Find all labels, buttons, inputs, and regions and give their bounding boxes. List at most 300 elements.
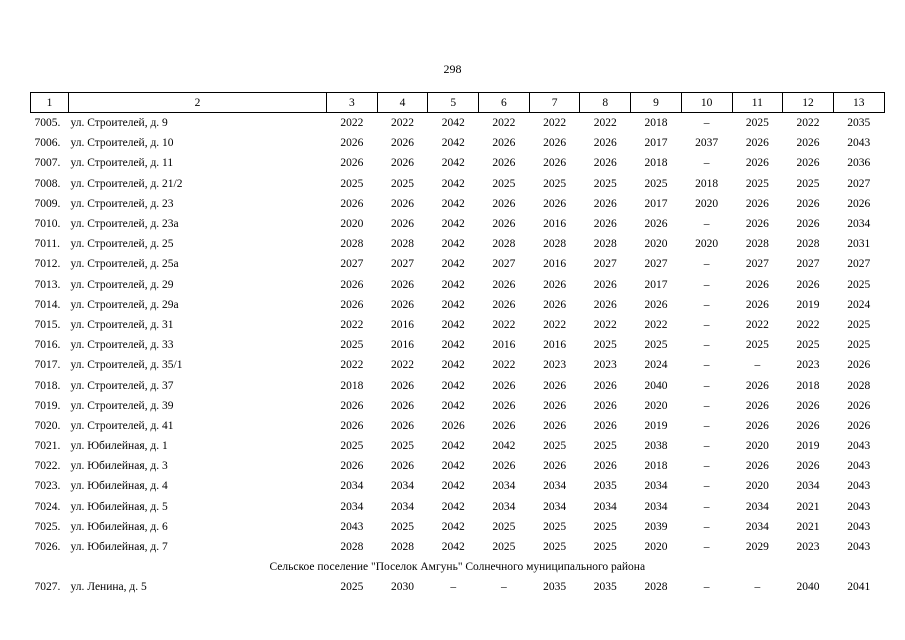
year-cell-col-9: 2040 bbox=[644, 379, 668, 392]
row-number: 7006. bbox=[34, 137, 61, 150]
year-cell-col-10: – bbox=[703, 520, 710, 533]
year-cell-col-9: 2026 bbox=[644, 298, 668, 311]
table-row bbox=[31, 537, 885, 557]
year-cell-col-12: 2022 bbox=[796, 117, 820, 130]
address-cell: ул. Строителей, д. 39 bbox=[70, 399, 174, 412]
year-cell-col-7: 2026 bbox=[543, 157, 567, 170]
year-cell-col-7: 2022 bbox=[543, 318, 567, 331]
year-cell-col-5: 2042 bbox=[441, 399, 465, 412]
year-cell-col-4: 2022 bbox=[391, 117, 415, 130]
year-cell-col-3: 2025 bbox=[340, 581, 364, 594]
table-row bbox=[31, 456, 885, 476]
year-cell-col-10: – bbox=[703, 500, 710, 513]
row-number: 7007. bbox=[34, 157, 61, 170]
year-cell-col-8: 2026 bbox=[593, 379, 617, 392]
year-cell-col-13: 2026 bbox=[847, 419, 871, 432]
year-cell-col-8: 2025 bbox=[593, 541, 617, 554]
data-table bbox=[30, 92, 885, 598]
column-header-11: 11 bbox=[732, 93, 783, 113]
year-cell-col-7: 2026 bbox=[543, 137, 567, 150]
year-cell-col-12: 2026 bbox=[796, 419, 820, 432]
year-cell-col-9: 2022 bbox=[644, 318, 668, 331]
address-cell: ул. Юбилейная, д. 1 bbox=[70, 440, 168, 453]
year-cell-col-6: 2026 bbox=[492, 218, 516, 231]
year-cell-col-3: 2018 bbox=[340, 379, 364, 392]
year-cell-col-8: 2028 bbox=[593, 238, 617, 251]
year-cell-col-3: 2026 bbox=[340, 419, 364, 432]
year-cell-col-10: – bbox=[703, 399, 710, 412]
year-cell-col-4: 2026 bbox=[391, 379, 415, 392]
year-cell-col-12: 2027 bbox=[796, 258, 820, 271]
row-number: 7024. bbox=[34, 500, 61, 513]
year-cell-col-5: 2042 bbox=[441, 460, 465, 473]
year-cell-col-4: 2028 bbox=[391, 541, 415, 554]
year-cell-col-8: 2035 bbox=[593, 581, 617, 594]
year-cell-col-13: 2025 bbox=[847, 339, 871, 352]
year-cell-col-11: 2026 bbox=[745, 137, 769, 150]
year-cell-col-4: 2034 bbox=[391, 480, 415, 493]
year-cell-col-3: 2026 bbox=[340, 137, 364, 150]
year-cell-col-4: 2026 bbox=[391, 218, 415, 231]
column-header-3: 3 bbox=[327, 93, 378, 113]
year-cell-col-12: 2026 bbox=[796, 218, 820, 231]
year-cell-col-4: 2026 bbox=[391, 197, 415, 210]
year-cell-col-9: 2018 bbox=[644, 460, 668, 473]
year-cell-col-8: 2022 bbox=[593, 117, 617, 130]
table-row bbox=[31, 113, 885, 134]
year-cell-col-10: – bbox=[703, 440, 710, 453]
year-cell-col-7: 2025 bbox=[543, 177, 567, 190]
year-cell-col-9: 2018 bbox=[644, 117, 668, 130]
year-cell-col-5: 2042 bbox=[441, 258, 465, 271]
year-cell-col-11: 2029 bbox=[745, 541, 769, 554]
year-cell-col-8: 2026 bbox=[593, 157, 617, 170]
year-cell-col-8: 2026 bbox=[593, 278, 617, 291]
column-header-1: 1 bbox=[31, 93, 69, 113]
year-cell-col-12: 2023 bbox=[796, 359, 820, 372]
year-cell-col-7: 2016 bbox=[543, 218, 567, 231]
year-cell-col-3: 2026 bbox=[340, 460, 364, 473]
year-cell-col-8: 2025 bbox=[593, 339, 617, 352]
year-cell-col-7: 2035 bbox=[543, 581, 567, 594]
address-cell: ул. Юбилейная, д. 6 bbox=[70, 520, 168, 533]
year-cell-col-13: 2025 bbox=[847, 278, 871, 291]
address-cell: ул. Строителей, д. 25а bbox=[70, 258, 179, 271]
year-cell-col-12: 2040 bbox=[796, 581, 820, 594]
year-cell-col-4: 2016 bbox=[391, 339, 415, 352]
year-cell-col-12: 2023 bbox=[796, 541, 820, 554]
year-cell-col-7: 2022 bbox=[543, 117, 567, 130]
column-header-10: 10 bbox=[681, 93, 732, 113]
year-cell-col-6: 2016 bbox=[492, 339, 516, 352]
year-cell-col-12: 2021 bbox=[796, 520, 820, 533]
year-cell-col-5: 2042 bbox=[441, 137, 465, 150]
year-cell-col-5: 2042 bbox=[441, 318, 465, 331]
year-cell-col-12: 2028 bbox=[796, 238, 820, 251]
address-cell: ул. Строителей, д. 10 bbox=[70, 137, 174, 150]
year-cell-col-12: 2019 bbox=[796, 298, 820, 311]
year-cell-col-10: – bbox=[703, 157, 710, 170]
year-cell-col-4: 2026 bbox=[391, 278, 415, 291]
year-cell-col-3: 2034 bbox=[340, 500, 364, 513]
year-cell-col-13: 2027 bbox=[847, 258, 871, 271]
year-cell-col-11: 2026 bbox=[745, 460, 769, 473]
year-cell-col-13: 2043 bbox=[847, 500, 871, 513]
year-cell-col-12: 2021 bbox=[796, 500, 820, 513]
year-cell-col-8: 2035 bbox=[593, 480, 617, 493]
year-cell-col-7: 2026 bbox=[543, 197, 567, 210]
year-cell-col-8: 2023 bbox=[593, 359, 617, 372]
year-cell-col-8: 2026 bbox=[593, 197, 617, 210]
year-cell-col-7: 2026 bbox=[543, 278, 567, 291]
year-cell-col-10: – bbox=[703, 480, 710, 493]
year-cell-col-13: 2027 bbox=[847, 177, 871, 190]
year-cell-col-11: 2026 bbox=[745, 379, 769, 392]
row-number: 7018. bbox=[34, 379, 61, 392]
year-cell-col-9: 2018 bbox=[644, 157, 668, 170]
year-cell-col-12: 2018 bbox=[796, 379, 820, 392]
year-cell-col-9: 2038 bbox=[644, 440, 668, 453]
year-cell-col-4: 2028 bbox=[391, 238, 415, 251]
address-cell: ул. Юбилейная, д. 5 bbox=[70, 500, 168, 513]
year-cell-col-8: 2025 bbox=[593, 520, 617, 533]
year-cell-col-3: 2022 bbox=[340, 359, 364, 372]
year-cell-col-12: 2026 bbox=[796, 460, 820, 473]
year-cell-col-7: 2026 bbox=[543, 460, 567, 473]
year-cell-col-13: 2025 bbox=[847, 318, 871, 331]
year-cell-col-3: 2026 bbox=[340, 399, 364, 412]
year-cell-col-5: 2042 bbox=[441, 177, 465, 190]
year-cell-col-9: 2034 bbox=[644, 500, 668, 513]
year-cell-col-11: 2020 bbox=[745, 440, 769, 453]
year-cell-col-3: 2025 bbox=[340, 339, 364, 352]
year-cell-col-5: 2042 bbox=[441, 298, 465, 311]
year-cell-col-3: 2026 bbox=[340, 157, 364, 170]
year-cell-col-4: 2026 bbox=[391, 419, 415, 432]
table-row bbox=[31, 416, 885, 436]
year-cell-col-4: 2025 bbox=[391, 520, 415, 533]
year-cell-col-13: 2036 bbox=[847, 157, 871, 170]
column-header-12: 12 bbox=[783, 93, 834, 113]
year-cell-col-12: 2026 bbox=[796, 137, 820, 150]
section-title: Сельское поселение "Поселок Амгунь" Солнечного муниципального района bbox=[269, 561, 646, 574]
row-number: 7011. bbox=[34, 238, 60, 251]
year-cell-col-10: – bbox=[703, 460, 710, 473]
year-cell-col-6: 2026 bbox=[492, 379, 516, 392]
year-cell-col-13: 2035 bbox=[847, 117, 871, 130]
year-cell-col-5: 2042 bbox=[441, 339, 465, 352]
year-cell-col-11: 2026 bbox=[745, 278, 769, 291]
year-cell-col-10: 2020 bbox=[695, 197, 719, 210]
year-cell-col-13: 2043 bbox=[847, 440, 871, 453]
table-row bbox=[31, 577, 885, 597]
year-cell-col-7: 2026 bbox=[543, 298, 567, 311]
year-cell-col-7: 2026 bbox=[543, 419, 567, 432]
year-cell-col-12: 2026 bbox=[796, 278, 820, 291]
year-cell-col-7: 2028 bbox=[543, 238, 567, 251]
address-cell: ул. Строителей, д. 29 bbox=[70, 278, 174, 291]
column-header-4: 4 bbox=[377, 93, 428, 113]
table-row bbox=[31, 133, 885, 153]
year-cell-col-11: 2025 bbox=[745, 177, 769, 190]
year-cell-col-9: 2019 bbox=[644, 419, 668, 432]
year-cell-col-6: 2034 bbox=[492, 500, 516, 513]
year-cell-col-7: 2023 bbox=[543, 359, 567, 372]
year-cell-col-3: 2027 bbox=[340, 258, 364, 271]
row-number: 7027. bbox=[34, 581, 61, 594]
year-cell-col-5: 2042 bbox=[441, 379, 465, 392]
year-cell-col-5: 2042 bbox=[441, 238, 465, 251]
address-cell: ул. Строителей, д. 37 bbox=[70, 379, 174, 392]
address-cell: ул. Строителей, д. 41 bbox=[70, 419, 174, 432]
year-cell-col-9: 2020 bbox=[644, 238, 668, 251]
year-cell-col-8: 2025 bbox=[593, 177, 617, 190]
year-cell-col-4: 2030 bbox=[391, 581, 415, 594]
year-cell-col-7: 2026 bbox=[543, 399, 567, 412]
year-cell-col-10: 2020 bbox=[695, 238, 719, 251]
column-header-8: 8 bbox=[580, 93, 631, 113]
year-cell-col-10: – bbox=[703, 541, 710, 554]
address-cell: ул. Строителей, д. 25 bbox=[70, 238, 174, 251]
row-number: 7025. bbox=[34, 520, 61, 533]
year-cell-col-5: 2042 bbox=[441, 157, 465, 170]
address-cell: ул. Юбилейная, д. 7 bbox=[70, 541, 168, 554]
year-cell-col-11: – bbox=[754, 359, 761, 372]
year-cell-col-8: 2025 bbox=[593, 440, 617, 453]
year-cell-col-7: 2026 bbox=[543, 379, 567, 392]
address-cell: ул. Строителей, д. 21/2 bbox=[70, 177, 183, 190]
year-cell-col-13: 2026 bbox=[847, 399, 871, 412]
year-cell-col-5: 2042 bbox=[441, 218, 465, 231]
year-cell-col-13: 2043 bbox=[847, 541, 871, 554]
year-cell-col-4: 2027 bbox=[391, 258, 415, 271]
year-cell-col-11: 2034 bbox=[745, 520, 769, 533]
row-number: 7015. bbox=[34, 318, 61, 331]
year-cell-col-6: 2022 bbox=[492, 318, 516, 331]
year-cell-col-6: 2026 bbox=[492, 419, 516, 432]
year-cell-col-11: 2025 bbox=[745, 117, 769, 130]
column-header-9: 9 bbox=[631, 93, 682, 113]
year-cell-col-5: 2042 bbox=[441, 500, 465, 513]
table-row bbox=[31, 476, 885, 496]
year-cell-col-11: 2028 bbox=[745, 238, 769, 251]
year-cell-col-4: 2025 bbox=[391, 177, 415, 190]
address-cell: ул. Строителей, д. 33 bbox=[70, 339, 174, 352]
address-cell: ул. Строителей, д. 9 bbox=[70, 117, 168, 130]
table-row bbox=[31, 396, 885, 416]
year-cell-col-12: 2034 bbox=[796, 480, 820, 493]
year-cell-col-10: – bbox=[703, 581, 710, 594]
table-row bbox=[31, 436, 885, 456]
year-cell-col-7: 2025 bbox=[543, 541, 567, 554]
year-cell-col-4: 2026 bbox=[391, 298, 415, 311]
address-cell: ул. Ленина, д. 5 bbox=[70, 581, 147, 594]
year-cell-col-7: 2034 bbox=[543, 500, 567, 513]
year-cell-col-3: 2043 bbox=[340, 520, 364, 533]
address-cell: ул. Строителей, д. 31 bbox=[70, 318, 174, 331]
year-cell-col-8: 2026 bbox=[593, 298, 617, 311]
year-cell-col-3: 2026 bbox=[340, 197, 364, 210]
row-number: 7013. bbox=[34, 278, 61, 291]
row-number: 7026. bbox=[34, 541, 61, 554]
year-cell-col-5: 2042 bbox=[441, 197, 465, 210]
year-cell-col-10: – bbox=[703, 298, 710, 311]
year-cell-col-4: 2025 bbox=[391, 440, 415, 453]
year-cell-col-9: 2039 bbox=[644, 520, 668, 533]
year-cell-col-11: 2026 bbox=[745, 419, 769, 432]
year-cell-col-6: 2034 bbox=[492, 480, 516, 493]
year-cell-col-4: 2026 bbox=[391, 137, 415, 150]
year-cell-col-12: 2022 bbox=[796, 318, 820, 331]
year-cell-col-9: 2028 bbox=[644, 581, 668, 594]
column-header-5: 5 bbox=[428, 93, 479, 113]
year-cell-col-12: 2026 bbox=[796, 197, 820, 210]
year-cell-col-9: 2020 bbox=[644, 541, 668, 554]
table-row bbox=[31, 497, 885, 517]
year-cell-col-7: 2016 bbox=[543, 258, 567, 271]
year-cell-col-6: 2025 bbox=[492, 177, 516, 190]
year-cell-col-13: 2041 bbox=[847, 581, 871, 594]
year-cell-col-12: 2025 bbox=[796, 339, 820, 352]
row-number: 7021. bbox=[34, 440, 61, 453]
row-number: 7008. bbox=[34, 177, 61, 190]
row-number: 7014. bbox=[34, 298, 61, 311]
year-cell-col-5: 2042 bbox=[441, 117, 465, 130]
page-number: 298 bbox=[443, 62, 462, 76]
year-cell-col-8: 2026 bbox=[593, 399, 617, 412]
row-number: 7017. bbox=[34, 359, 61, 372]
address-cell: ул. Строителей, д. 35/1 bbox=[70, 359, 183, 372]
year-cell-col-10: – bbox=[703, 117, 710, 130]
row-number: 7012. bbox=[34, 258, 61, 271]
column-header-13: 13 bbox=[833, 93, 884, 113]
year-cell-col-6: 2042 bbox=[492, 440, 516, 453]
year-cell-col-3: 2025 bbox=[340, 177, 364, 190]
table-row bbox=[31, 214, 885, 234]
year-cell-col-9: 2017 bbox=[644, 197, 668, 210]
table-row bbox=[31, 174, 885, 194]
year-cell-col-9: 2026 bbox=[644, 218, 668, 231]
year-cell-col-11: – bbox=[754, 581, 761, 594]
column-number-header-row bbox=[31, 93, 885, 113]
table-row bbox=[31, 254, 885, 274]
year-cell-col-7: 2034 bbox=[543, 480, 567, 493]
year-cell-col-10: – bbox=[703, 339, 710, 352]
year-cell-col-4: 2016 bbox=[391, 318, 415, 331]
year-cell-col-10: 2018 bbox=[695, 177, 719, 190]
year-cell-col-7: 2016 bbox=[543, 339, 567, 352]
year-cell-col-6: 2025 bbox=[492, 520, 516, 533]
year-cell-col-9: 2027 bbox=[644, 258, 668, 271]
year-cell-col-7: 2025 bbox=[543, 520, 567, 533]
column-header-6: 6 bbox=[479, 93, 530, 113]
year-cell-col-5: 2042 bbox=[441, 541, 465, 554]
year-cell-col-6: 2026 bbox=[492, 197, 516, 210]
year-cell-col-9: 2034 bbox=[644, 480, 668, 493]
year-cell-col-10: – bbox=[703, 318, 710, 331]
year-cell-col-5: 2042 bbox=[441, 359, 465, 372]
year-cell-col-5: 2026 bbox=[441, 419, 465, 432]
year-cell-col-5: 2042 bbox=[441, 480, 465, 493]
year-cell-col-10: – bbox=[703, 278, 710, 291]
year-cell-col-7: 2025 bbox=[543, 440, 567, 453]
year-cell-col-10: – bbox=[703, 218, 710, 231]
table-row bbox=[31, 194, 885, 214]
address-cell: ул. Юбилейная, д. 4 bbox=[70, 480, 168, 493]
year-cell-col-4: 2034 bbox=[391, 500, 415, 513]
year-cell-col-6: 2026 bbox=[492, 137, 516, 150]
row-number: 7005. bbox=[34, 117, 61, 130]
row-number: 7022. bbox=[34, 460, 61, 473]
year-cell-col-3: 2022 bbox=[340, 117, 364, 130]
year-cell-col-8: 2022 bbox=[593, 318, 617, 331]
year-cell-col-10: – bbox=[703, 258, 710, 271]
year-cell-col-13: 2024 bbox=[847, 298, 871, 311]
year-cell-col-13: 2026 bbox=[847, 359, 871, 372]
year-cell-col-10: – bbox=[703, 419, 710, 432]
year-cell-col-10: – bbox=[703, 379, 710, 392]
year-cell-col-11: 2020 bbox=[745, 480, 769, 493]
year-cell-col-6: 2026 bbox=[492, 399, 516, 412]
address-cell: ул. Строителей, д. 23 bbox=[70, 197, 174, 210]
year-cell-col-3: 2026 bbox=[340, 298, 364, 311]
year-cell-col-6: 2026 bbox=[492, 157, 516, 170]
address-cell: ул. Строителей, д. 29а bbox=[70, 298, 179, 311]
year-cell-col-6: – bbox=[501, 581, 507, 594]
year-cell-col-3: 2022 bbox=[340, 318, 364, 331]
year-cell-col-5: 2042 bbox=[441, 278, 465, 291]
year-cell-col-9: 2017 bbox=[644, 137, 668, 150]
year-cell-col-6: 2026 bbox=[492, 460, 516, 473]
year-cell-col-13: 2043 bbox=[847, 520, 871, 533]
year-cell-col-12: 2026 bbox=[796, 157, 820, 170]
year-cell-col-13: 2028 bbox=[847, 379, 871, 392]
year-cell-col-4: 2026 bbox=[391, 460, 415, 473]
year-cell-col-13: 2043 bbox=[847, 137, 871, 150]
year-cell-col-11: 2022 bbox=[745, 318, 769, 331]
year-cell-col-8: 2026 bbox=[593, 460, 617, 473]
address-cell: ул. Юбилейная, д. 3 bbox=[70, 460, 168, 473]
row-number: 7023. bbox=[34, 480, 61, 493]
year-cell-col-6: 2025 bbox=[492, 541, 516, 554]
year-cell-col-10: 2037 bbox=[695, 137, 719, 150]
year-cell-col-12: 2026 bbox=[796, 399, 820, 412]
column-header-7: 7 bbox=[529, 93, 580, 113]
table-row bbox=[31, 355, 885, 375]
table-row bbox=[31, 295, 885, 315]
year-cell-col-11: 2026 bbox=[745, 399, 769, 412]
year-cell-col-5: – bbox=[450, 581, 457, 594]
year-cell-col-12: 2019 bbox=[796, 440, 820, 453]
year-cell-col-8: 2026 bbox=[593, 218, 617, 231]
year-cell-col-3: 2020 bbox=[340, 218, 364, 231]
row-number: 7010. bbox=[34, 218, 61, 231]
address-cell: ул. Строителей, д. 23а bbox=[70, 218, 179, 231]
year-cell-col-13: 2026 bbox=[847, 197, 871, 210]
year-cell-col-3: 2034 bbox=[340, 480, 364, 493]
year-cell-col-9: 2025 bbox=[644, 177, 668, 190]
year-cell-col-11: 2025 bbox=[745, 339, 769, 352]
year-cell-col-11: 2026 bbox=[745, 197, 769, 210]
year-cell-col-13: 2043 bbox=[847, 480, 871, 493]
year-cell-col-8: 2026 bbox=[593, 419, 617, 432]
year-cell-col-3: 2028 bbox=[340, 238, 364, 251]
year-cell-col-9: 2017 bbox=[644, 278, 668, 291]
table-row bbox=[31, 153, 885, 173]
section-row bbox=[31, 557, 885, 577]
table-row bbox=[31, 375, 885, 395]
year-cell-col-4: 2022 bbox=[391, 359, 415, 372]
